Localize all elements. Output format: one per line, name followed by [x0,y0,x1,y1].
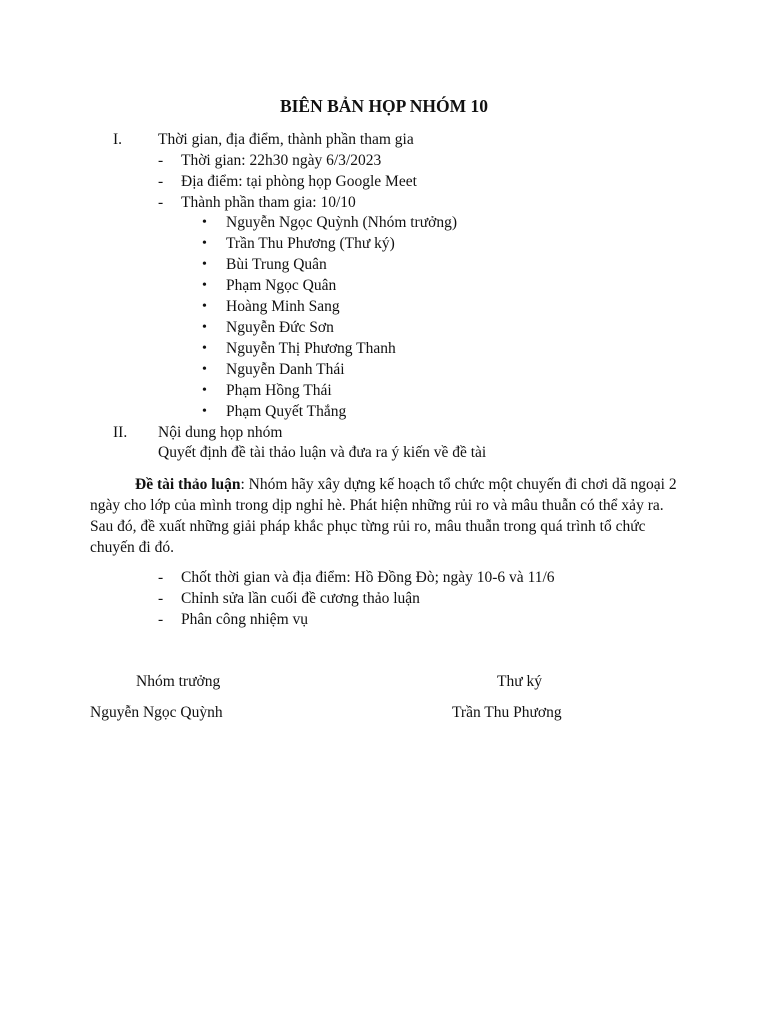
member-item: Nguyễn Ngọc Quỳnh (Nhóm trưởng) [226,214,457,231]
dash-marker: - [158,194,164,211]
action-item: Chốt thời gian và địa điểm: Hồ Đồng Đò; ngày 10-6 và 11/6 [181,569,555,586]
member-item: Nguyễn Thị Phương Thanh [226,340,396,357]
bullet-marker: • [202,278,207,293]
leader-name: Nguyễn Ngọc Quỳnh [90,704,223,721]
topic-paragraph [90,474,682,558]
bullet-marker: • [202,404,207,419]
dash-marker: - [158,152,164,169]
bullet-marker: • [202,299,207,314]
bullet-marker: • [202,383,207,398]
bullet-marker: • [202,236,207,251]
member-item: Nguyễn Danh Thái [226,361,345,378]
topic-text: : Nhóm hãy xây dựng kế hoạch tổ chức một chuyến đi chơi dã ngoại 2 ngày cho lớp của mình trong dịp nghỉ hè. Phát hiện những rủi ro và mâu thuẫn có thể xảy ra. Sau đó, đề xuất những giải pháp khắc phục từng rủi ro, mâu thuẫn trong quá trình tổ chức chuyến đi đó. [90,476,677,556]
secretary-role: Thư ký [497,673,542,690]
section-1-heading: Thời gian, địa điểm, thành phần tham gia [158,131,414,148]
leader-role: Nhóm trưởng [136,673,221,690]
bullet-marker: • [202,341,207,356]
member-item: Nguyễn Đức Sơn [226,319,334,336]
action-item: Chỉnh sửa lần cuối đề cương thảo luận [181,590,420,607]
participants-label: Thành phần tham gia: 10/10 [181,194,356,211]
topic-label: Đề tài thảo luận [135,476,241,493]
meeting-place: Địa điểm: tại phòng họp Google Meet [181,173,417,190]
document-title: BIÊN BẢN HỌP NHÓM 10 [279,96,489,116]
section-2-heading: Nội dung họp nhóm [158,424,283,441]
member-item: Phạm Quyết Thắng [226,403,347,420]
dash-marker: - [158,611,164,628]
section-1-numeral: I. [113,131,123,148]
member-item: Phạm Hồng Thái [226,382,332,399]
action-item: Phân công nhiệm vụ [181,611,308,628]
bullet-marker: • [202,257,207,272]
dash-marker: - [158,569,164,586]
section-2-numeral: II. [113,424,128,441]
member-item: Phạm Ngọc Quân [226,277,337,294]
member-item: Trần Thu Phương (Thư ký) [226,235,395,252]
section-2-subheading: Quyết định đề tài thảo luận và đưa ra ý kiến về đề tài [158,444,487,461]
meeting-time: Thời gian: 22h30 ngày 6/3/2023 [181,152,382,169]
member-item: Bùi Trung Quân [226,256,327,273]
dash-marker: - [158,173,164,190]
bullet-marker: • [202,362,207,377]
dash-marker: - [158,590,164,607]
member-item: Hoàng Minh Sang [226,298,340,315]
bullet-marker: • [202,215,207,230]
bullet-marker: • [202,320,207,335]
secretary-name: Trần Thu Phương [452,704,562,721]
